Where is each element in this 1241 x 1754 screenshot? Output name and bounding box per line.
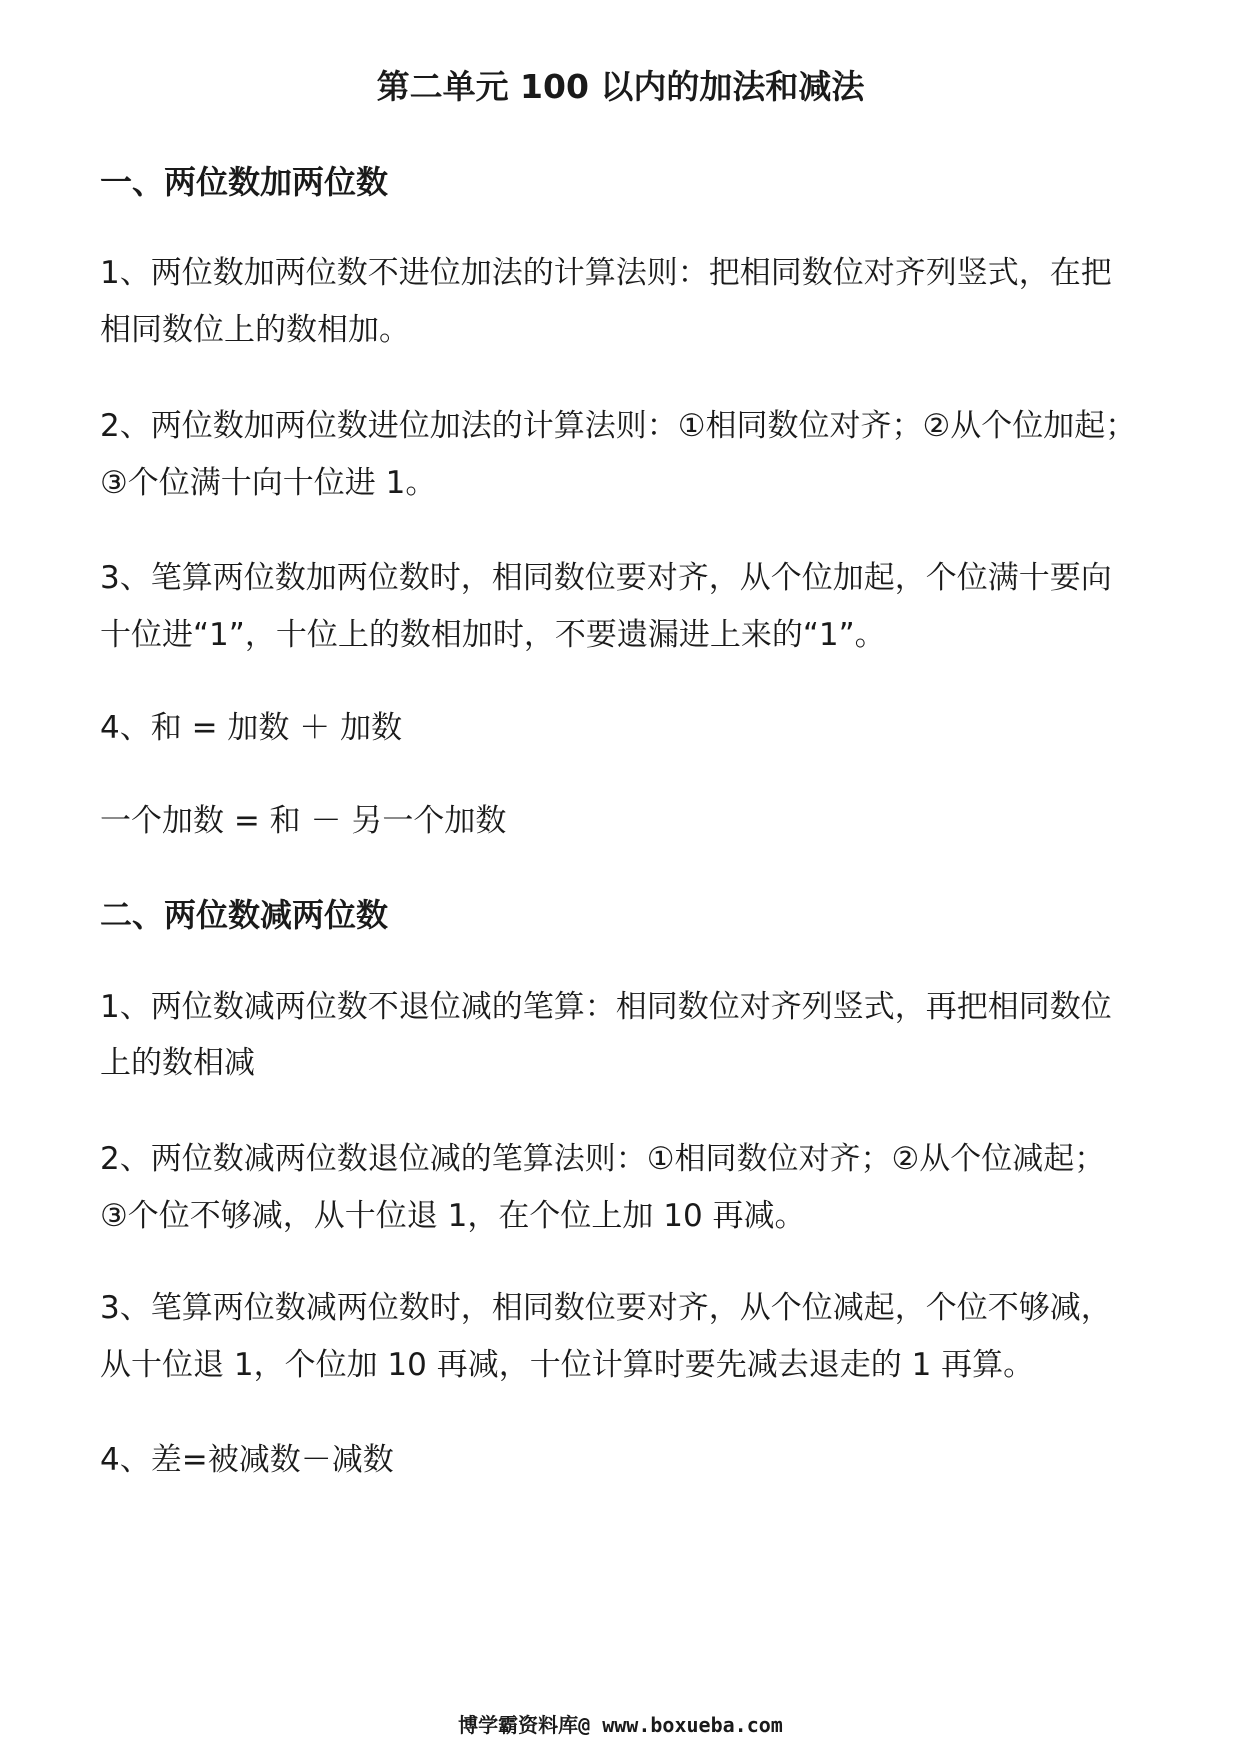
page-title: 第二单元 100 以内的加法和减法 <box>376 67 865 106</box>
subtraction-rule-1-line-1: 1、两位数减两位数不退位减的笔算：相同数位对齐列竖式，再把相同数位 <box>100 989 1112 1025</box>
addition-rule-1-line-2: 相同数位上的数相加。 <box>100 312 410 348</box>
addition-formula-addend: 一个加数 = 和 － 另一个加数 <box>100 803 507 839</box>
addition-rule-2-line-1: 2、两位数加两位数进位加法的计算法则：①相同数位对齐；②从个位加起； <box>100 408 1137 444</box>
subtraction-rule-3-line-2: 从十位退 1，个位加 10 再减，十位计算时要先减去退走的 1 再算。 <box>100 1347 1035 1383</box>
subtraction-rule-2-line-1: 2、两位数减两位数退位减的笔算法则：①相同数位对齐；②从个位减起； <box>100 1141 1106 1177</box>
footer-watermark: 博学霸资料库@ www.boxueba.com <box>458 1713 783 1737</box>
subtraction-rule-2-line-2: ③个位不够减，从十位退 1，在个位上加 10 再减。 <box>100 1198 806 1234</box>
addition-formula-sum: 4、和 = 加数 ＋ 加数 <box>100 710 403 746</box>
addition-rule-3-line-1: 3、笔算两位数加两位数时，相同数位要对齐，从个位加起，个位满十要向 <box>100 560 1112 596</box>
addition-rule-3-line-2: 十位进“1”，十位上的数相加时，不要遗漏进上来的“1”。 <box>100 617 886 653</box>
section-heading-addition: 一、两位数加两位数 <box>100 163 389 201</box>
section-heading-subtraction: 二、两位数减两位数 <box>100 896 389 934</box>
subtraction-rule-3-line-1: 3、笔算两位数减两位数时，相同数位要对齐，从个位减起，个位不够减， <box>100 1290 1112 1326</box>
addition-rule-2-line-2: ③个位满十向十位进 1。 <box>100 465 437 501</box>
subtraction-rule-1-line-2: 上的数相减 <box>100 1045 255 1081</box>
subtraction-formula-difference: 4、差=被减数－减数 <box>100 1442 394 1478</box>
addition-rule-1-line-1: 1、两位数加两位数不进位加法的计算法则：把相同数位对齐列竖式，在把 <box>100 255 1112 291</box>
